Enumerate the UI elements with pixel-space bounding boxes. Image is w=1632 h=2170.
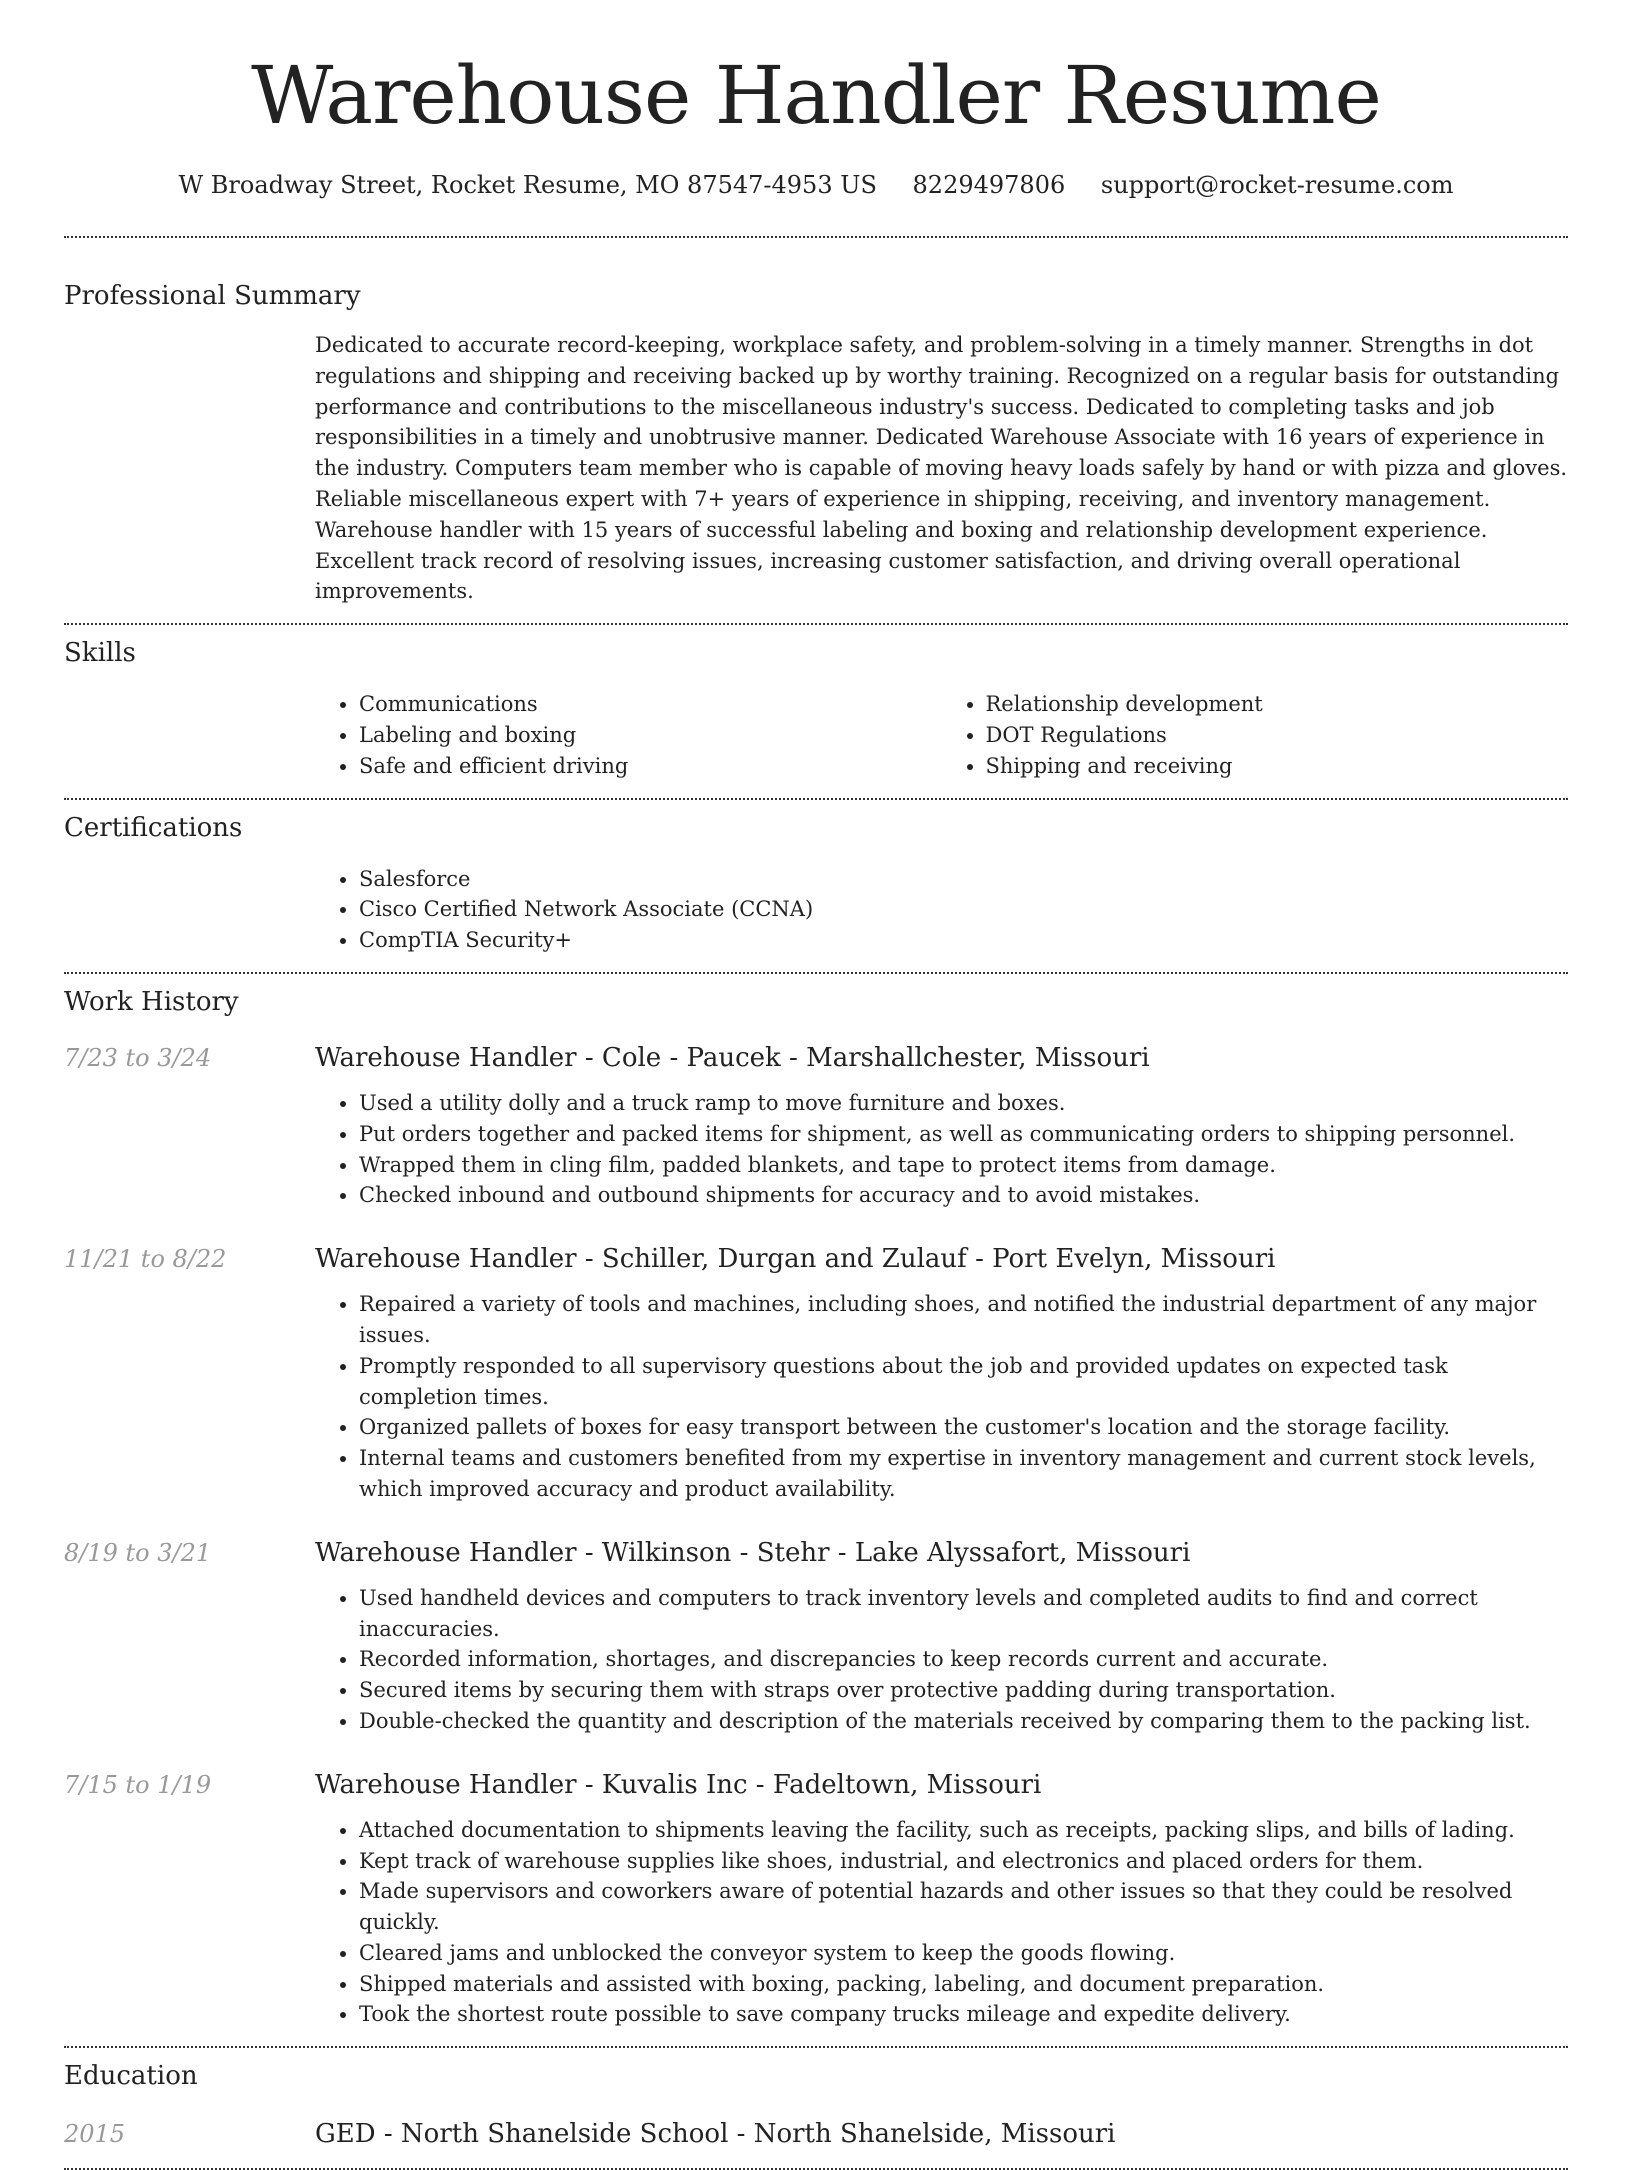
job-bullet: • Kept track of warehouse supplies like shoes, industrial, and electronics and placed orders for them. bbox=[359, 1846, 1568, 1877]
job-entry bbox=[64, 1767, 1568, 2031]
job-bullet: • Shipped materials and assisted with boxing, packing, labeling, and document preparation. bbox=[359, 1969, 1568, 2000]
job-title: Warehouse Handler - Cole - Paucek - Marshallchester, Missouri bbox=[315, 1042, 1150, 1073]
resume-page bbox=[64, 0, 1568, 2170]
job-bullet: • Promptly responded to all supervisory questions about the job and provided updates on expected task completion times. bbox=[359, 1351, 1568, 1413]
certification-item: • Salesforce bbox=[359, 864, 1568, 895]
skill-item: • Shipping and receiving bbox=[986, 751, 1569, 782]
job-bullet: • Repaired a variety of tools and machines, including shoes, and notified the industrial department of any major issues. bbox=[359, 1289, 1568, 1351]
job-bullet: • Double-checked the quantity and description of the materials received by comparing them to the packing list. bbox=[359, 1706, 1568, 1737]
job-entry bbox=[64, 1535, 1568, 1737]
job-bullet: • Attached documentation to shipments leaving the facility, such as receipts, packing slips, and bills of lading. bbox=[359, 1815, 1568, 1846]
job-title: Warehouse Handler - Kuvalis Inc - Fadeltown, Missouri bbox=[315, 1769, 1042, 1800]
education-section bbox=[64, 2048, 1568, 2152]
job-bullets bbox=[315, 1815, 1568, 2031]
section-title-skills: Skills bbox=[64, 638, 136, 669]
job-bullet: • Wrapped them in cling film, padded blankets, and tape to protect items from damage. bbox=[359, 1150, 1568, 1181]
job-dates: 7/15 to 1/19 bbox=[64, 1770, 212, 1799]
education-degree: GED - North Shanelside School - North Shanelside, Missouri bbox=[315, 2119, 1116, 2150]
skill-item: • Labeling and boxing bbox=[359, 720, 942, 751]
job-bullet: • Made supervisors and coworkers aware of potential hazards and other issues so that they could be resolved quickly. bbox=[359, 1876, 1568, 1938]
job-bullet: • Internal teams and customers benefited from my expertise in inventory management and current stock levels, which improved accuracy and product availability. bbox=[359, 1443, 1568, 1505]
contact-phone: 8229497806 bbox=[912, 171, 1066, 199]
job-bullet: • Used handheld devices and computers to track inventory levels and completed audits to find and correct inaccuracies. bbox=[359, 1583, 1568, 1645]
education-entry bbox=[64, 2116, 1568, 2152]
summary-text: Dedicated to accurate record-keeping, workplace safety, and problem-solving in a timely manner. Strengths in dot regulations and shipping and receiving backed up by worthy training. Recognized on a regular basis for outstanding performance and contributions to the miscellaneous industry's success. Dedicated to completing tasks and job responsibilities in a timely and unobtrusive manner. Dedicated Warehouse Associate with 16 years of experience in the industry. Computers team member who is capable of moving heavy loads safely by hand or with pizza and gloves. Reliable miscellaneous expert with 7+ years of experience in shipping, receiving, and inventory management. Warehouse handler with 15 years of successful labeling and boxing and relationship development experience. Excellent track record of resolving issues, increasing customer satisfaction, and driving overall operational improvements. bbox=[315, 333, 1568, 604]
job-title: Warehouse Handler - Schiller, Durgan and Zulauf - Port Evelyn, Missouri bbox=[315, 1244, 1276, 1275]
job-bullet: • Used a utility dolly and a truck ramp to move furniture and boxes. bbox=[359, 1088, 1568, 1119]
job-bullet: • Took the shortest route possible to save company trucks mileage and expedite delivery. bbox=[359, 1999, 1568, 2030]
section-title-education: Education bbox=[64, 2061, 198, 2092]
certification-item: • Cisco Certified Network Associate (CCNA) bbox=[359, 894, 1568, 925]
certification-item: • CompTIA Security+ bbox=[359, 925, 1568, 956]
job-bullet: • Cleared jams and unblocked the conveyor system to keep the goods flowing. bbox=[359, 1938, 1568, 1969]
section-title-summary: Professional Summary bbox=[64, 281, 361, 311]
skill-item: • Communications bbox=[359, 689, 942, 720]
skills-list-right bbox=[942, 689, 1569, 781]
skill-item: • DOT Regulations bbox=[986, 720, 1569, 751]
education-date: 2015 bbox=[64, 2120, 126, 2149]
job-bullets bbox=[315, 1583, 1568, 1737]
job-bullet: • Organized pallets of boxes for easy transport between the customer's location and the storage facility. bbox=[359, 1412, 1568, 1443]
certifications-section bbox=[64, 800, 1568, 956]
job-bullet: • Checked inbound and outbound shipments for accuracy and to avoid mistakes. bbox=[359, 1180, 1568, 1211]
job-bullet: • Secured items by securing them with straps over protective padding during transportation. bbox=[359, 1675, 1568, 1706]
work-history-section bbox=[64, 974, 1568, 2030]
summary-section bbox=[64, 238, 1568, 607]
job-entry bbox=[64, 1241, 1568, 1505]
skill-item: • Safe and efficient driving bbox=[359, 751, 942, 782]
job-bullet: • Recorded information, shortages, and discrepancies to keep records current and accurate. bbox=[359, 1644, 1568, 1675]
job-bullet: • Put orders together and packed items for shipment, as well as communicating orders to shipping personnel. bbox=[359, 1119, 1568, 1150]
contact-email: support@rocket-resume.com bbox=[1100, 171, 1454, 199]
contact-address: W Broadway Street, Rocket Resume, MO 87547-4953 US bbox=[178, 171, 877, 199]
job-dates: 11/21 to 8/22 bbox=[64, 1245, 227, 1274]
resume-title: Warehouse Handler Resume bbox=[251, 49, 1381, 142]
contact-line bbox=[64, 168, 1568, 202]
skill-item: • Relationship development bbox=[986, 689, 1569, 720]
certifications-list bbox=[315, 864, 1568, 956]
job-bullets bbox=[315, 1289, 1568, 1505]
skills-list-left bbox=[315, 689, 942, 781]
section-title-work-history: Work History bbox=[64, 986, 239, 1017]
section-title-certifications: Certifications bbox=[64, 812, 243, 843]
job-bullets bbox=[315, 1088, 1568, 1211]
job-entry bbox=[64, 1040, 1568, 1211]
job-dates: 7/23 to 3/24 bbox=[64, 1043, 212, 1072]
job-dates: 8/19 to 3/21 bbox=[64, 1538, 212, 1567]
job-title: Warehouse Handler - Wilkinson - Stehr - Lake Alyssafort, Missouri bbox=[315, 1537, 1191, 1568]
skills-section bbox=[64, 625, 1568, 781]
